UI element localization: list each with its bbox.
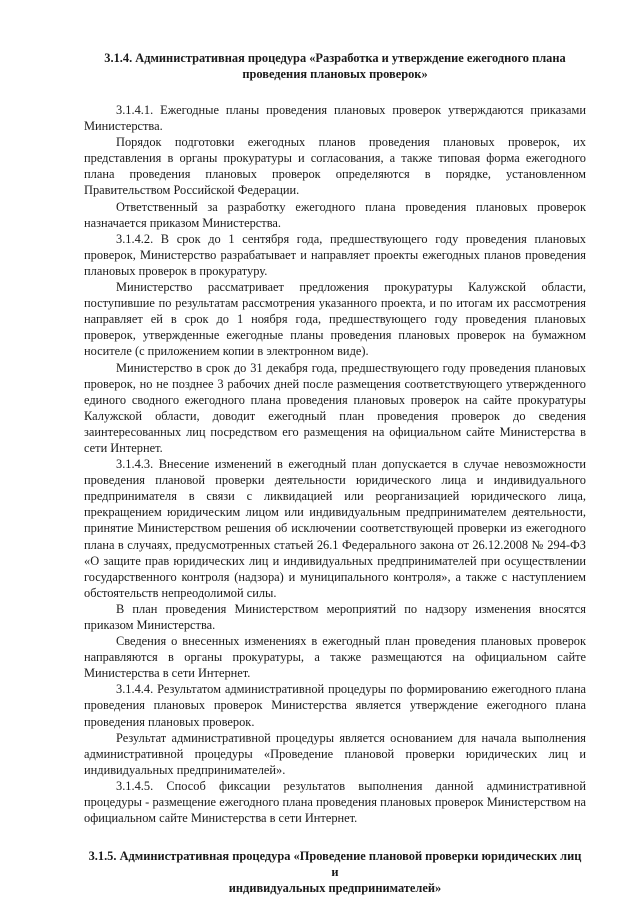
paragraph-publication-deadline: Министерство в срок до 31 декабря года, предшествующего году проведения плановых проверок, но не позднее 3 рабочих дней после размещения соответствующего утвержденного единого сводного ежегодного плана проведения плановых проверок на сайте прокуратуры Калужской области, доводит ежегодный план проведения проверок до сведения заинтересованных лиц посредством его размещения на официальном сайте Министерства в сети Интернет. xyxy=(84,360,586,455)
section-heading-line: проведения плановых проверок» xyxy=(242,67,428,81)
section-body xyxy=(84,102,586,826)
paragraph-changes-order: В план проведения Министерством мероприятий по надзору изменения вносятся приказом Министерства. xyxy=(84,601,586,632)
section-heading-line: 3.1.4. Административная процедура «Разработка и утверждение ежегодного плана xyxy=(104,51,566,65)
paragraph-plan-procedure: Порядок подготовки ежегодных планов проведения плановых проверок, их представления в органы прокуратуры и согласования, а также типовая форма ежегодного плана проведения плановых проверок определяются в порядке, установленном Правительством Российской Федерации. xyxy=(84,135,586,198)
paragraph-result-basis: Результат административной процедуры является основанием для начала выполнения административной процедуры «Проведение плановой проверки юридических лиц и индивидуальных предпринимателей». xyxy=(84,730,586,777)
section-heading-3-1-5 xyxy=(84,848,586,896)
paragraph-3-1-4-4: 3.1.4.4. Результатом административной процедуры по формированию ежегодного плана проведения плановых проверок Министерства является утверждение ежегодного плана проведения плановых проверок. xyxy=(84,682,586,729)
paragraph-3-1-4-3: 3.1.4.3. Внесение изменений в ежегодный план допускается в случае невозможности проведения плановой проверки деятельности юридического лица и индивидуального предпринимателя в связи с ликвидацией или реорганизацией юридического лица, прекращением юридическим лицом или индивидуальным предпринимателем деятельности, принятие Министерством решения об исключении соответствующей проверки из ежегодного плана в случаях, предусмотренных статьей 26.1 Федерального закона от 26.12.2008 № 294-ФЗ «О защите прав юридических лиц и индивидуальных предпринимателей при осуществлении государственного контроля (надзора) и муниципального контроля», а также с наступлением обстоятельств непреодолимой силы. xyxy=(84,457,586,600)
paragraph-3-1-4-2: 3.1.4.2. В срок до 1 сентября года, предшествующего году проведения плановых проверок, Министерство разрабатывает и направляет проекты ежегодных планов проведения плановых проверок в прокуратуру. xyxy=(84,231,586,278)
section-heading-line: 3.1.5. Административная процедура «Проведение плановой проверки юридических лиц и xyxy=(88,849,582,880)
paragraph-3-1-4-1: 3.1.4.1. Ежегодные планы проведения плановых проверок утверждаются приказами Министерства. xyxy=(84,103,586,134)
section-heading-3-1-4 xyxy=(84,50,586,82)
paragraph-changes-info: Сведения о внесенных изменениях в ежегодный план проведения плановых проверок направляются в органы прокуратуры, а также размещаются на официальном сайте Министерства в сети Интернет. xyxy=(84,634,586,681)
paragraph-responsible: Ответственный за разработку ежегодного плана проведения плановых проверок назначается приказом Министерства. xyxy=(84,199,586,230)
section-heading-line: индивидуальных предпринимателей» xyxy=(228,881,442,896)
paragraph-prosecutor-review: Министерство рассматривает предложения прокуратуры Калужской области, поступившие по результатам рассмотрения указанного проекта, и по итогам их рассмотрения направляет ей в срок до 1 ноября года, предшествующего году проведения плановых проверок, утвержденные ежегодные планы проведения плановых проверок на бумажном носителе (с приложением копии в электронном виде). xyxy=(84,280,586,359)
paragraph-3-1-4-5: 3.1.4.5. Способ фиксации результатов выполнения данной административной процедуры - размещение ежегодного плана проведения плановых проверок Министерством на официальном сайте Министерства в сети Интернет. xyxy=(84,778,586,826)
